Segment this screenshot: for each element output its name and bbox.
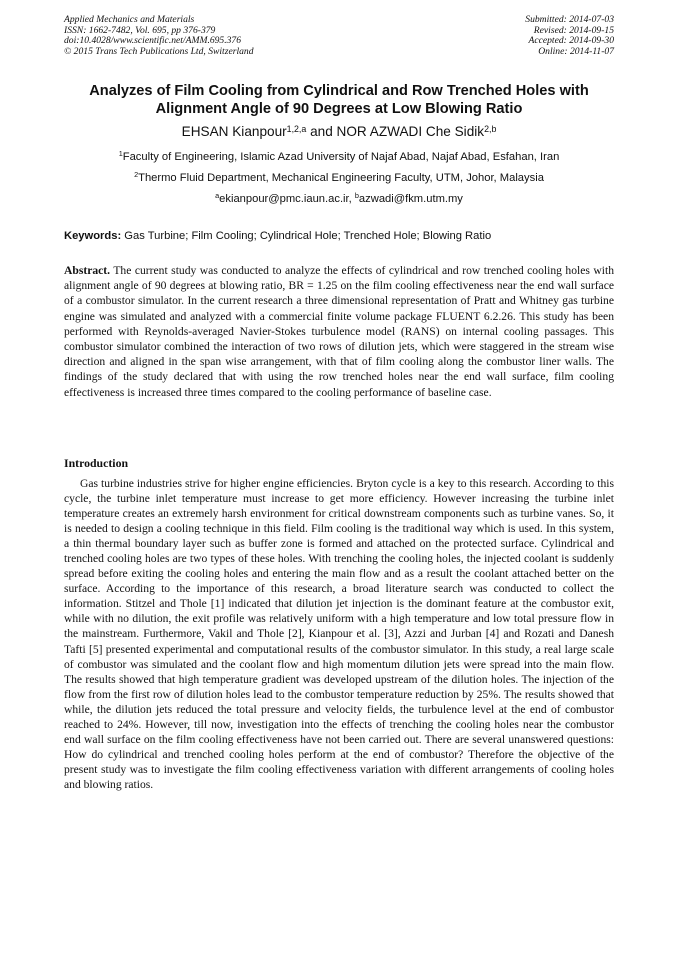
introduction-paragraph: Gas turbine industries strive for higher engine efficiencies. Bryton cycle is a key to this research. According to this cycle, the turbine inlet temperature must increase to get more efficiency. However increasing the turbine inlet temperature creates an extremely harsh environment for critical downstream components such as turbine vanes. So, it is needed to design a cooling technique in this field. Film cooling is the traditional way which is used. In this system, a thin thermal boundary layer such as buffer zone is formed and attached on the protected surface. Cylindrical and trenched cooling holes are two types of these holes. With trenching the cooling holes, the injected coolant is suddenly spread before exiting the cooling holes and entering the main flow and as a result the coolant attached better on the surface. According to the importance of this research, a broad literature search was conducted to collect the information. Stitzel and Thole [1] indicated that dilution jet injection is the dominant feature at the combustor exit, while with no dilution, the exit profile was relatively uniform with a high temperature and low total pressure flow in the mainstream. Furthermore, Vakil and Thole [2], Kianpour et al. [3], Azzi and Jurban [4] and Rozati and Danesh Tafti [5] presented experimental and computational results of the combustor simulator. In this study, a real large scale of combustor was simulated and the coolant flow and high momentum dilution jets were spread into the main flow. The results showed that high temperature gradient was developed upstream of the dilution holes. The injection of the flow from the first row of dilution holes lead to the combustor temperature reduction by 25%. The results showed that while, the dilution jets reduced the total pressure and velocity fields, the turbulence level at the end of combustor reached to 24%. However, till now, investigation into the effects of trenching the cooling holes near the combustor end wall surface on the film cooling effectiveness have not been carried out. There are several unanswered questions: How do cylindrical and trenched cooling holes perform at the end of combustor? Therefore the objective of the present study was to investigate the film cooling effectiveness variation with different arrangements of cooling holes and blowing ratios. <box>64 477 614 791</box>
online-date: Online: 2014-11-07 <box>538 45 614 57</box>
abstract-paragraph <box>64 263 614 400</box>
abstract-text: The current study was conducted to analyze the effects of cylindrical and row trenched cooling holes with alignment angle of 90 degrees at blowing ratio, BR = 1.25 on the film cooling effectiveness near the end wall surface of a combustor simulator. In the current research a three dimensional representation of Pratt and Whitney gas turbine engine was simulated and analyzed with a commercial finite volume package FLUENT 6.2.26. This study has been performed with Reynolds-averaged Navier-Stokes turbulence model (RANS) on internal cooling passages. This combustor simulator combined the interaction of two rows of dilution jets, which were staggered in the stream wise direction and aligned in the span wise arrangement, with that of film cooling along the combustor liner walls. The findings of the study declared that with using the row trenched holes near the end wall surface, film cooling effectiveness is increased three times compared to the cooling performance of baseline case. <box>64 264 614 399</box>
email-b-mark: b <box>354 191 359 201</box>
keywords-text: Gas Turbine; Film Cooling; Cylindrical Hole; Trenched Hole; Blowing Ratio <box>121 230 492 242</box>
author-2-affiliation-marks: 2,b <box>484 123 497 134</box>
author-2-name: NOR AZWADI Che Sidik <box>336 124 485 139</box>
affiliation-2-text: Thermo Fluid Department, Mechanical Engineering Faculty, UTM, Johor, Malaysia <box>138 172 544 184</box>
email-b[interactable]: azwadi@fkm.utm.my <box>358 193 463 205</box>
abstract-label: Abstract. <box>64 264 111 277</box>
author-emails <box>40 192 638 207</box>
keywords-label: Keywords: <box>64 230 122 242</box>
paper-title <box>40 82 638 118</box>
title-line-1: Analyzes of Film Cooling from Cylindrical and Row Trenched Holes with <box>89 83 589 99</box>
journal-header <box>64 15 254 57</box>
affiliation-1 <box>40 150 638 165</box>
issn-line: ISSN: 1662-7482, Vol. 695, pp 376-379 <box>64 24 216 36</box>
author-1-name: EHSAN Kianpour <box>181 124 287 139</box>
affiliation-2-mark: 2 <box>134 170 139 180</box>
author-1-affiliation-marks: 1,2,a <box>286 123 307 134</box>
submitted-date: Submitted: 2014-07-03 <box>525 14 614 25</box>
doi-line: doi:10.4028/www.scientific.net/AMM.695.376 <box>64 35 242 47</box>
revised-date: Revised: 2014-09-15 <box>533 24 614 36</box>
journal-name: Applied Mechanics and Materials <box>64 14 195 25</box>
author-connector: and <box>306 124 337 139</box>
email-a[interactable]: ekianpour@pmc.iaun.ac.ir, <box>219 193 355 205</box>
author-list <box>40 123 638 142</box>
affiliation-2 <box>40 171 638 186</box>
affiliation-1-mark: 1 <box>118 149 123 159</box>
copyright-line: © 2015 Trans Tech Publications Ltd, Switzerland <box>64 45 254 57</box>
email-a-mark: a <box>215 191 220 201</box>
accepted-date: Accepted: 2014-09-30 <box>528 35 614 47</box>
introduction-heading: Introduction <box>64 456 129 470</box>
keywords-line <box>64 229 624 243</box>
title-line-2: Alignment Angle of 90 Degrees at Low Blowing Ratio <box>155 101 523 117</box>
affiliation-1-text: Faculty of Engineering, Islamic Azad University of Najaf Abad, Najaf Abad, Esfahan, Iran <box>122 151 560 163</box>
dates-header <box>525 15 614 57</box>
